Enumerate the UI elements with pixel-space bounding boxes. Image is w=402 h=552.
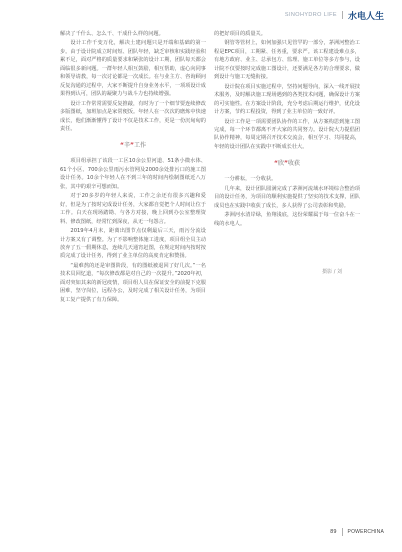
left-column [60,30,206,538]
paragraph: 设计工作常常需要反复推敲，有时为了一个细节要连续修改多版图纸，加班加点是家常便饭。年轻人在一次次的磨炼中快速成长，他们渐渐懂得了设计不仅是技术工作，更是一份沉甸甸的责任。 [60,100,206,132]
magazine-brand-en: SINOHYDRO LIFE [284,12,337,18]
footer-divider [342,528,343,536]
paragraph: 茅洲河水清岸绿，鱼翔浅底，这份荣耀属于每一位奋斗在一线的水电人。 [214,212,360,227]
paragraph: 2019年4月末，距离出图节点仅剩最后三天，雨污分流设计方案又有了调整。为了不影响整体施工进度，项目组全员主动放弃了五一假期休息，连续几天通宵赶图，在规定时间内按时按质完成了设计任务，得到了业主单位的高度肯定和赞扬。 [60,228,206,260]
paragraph: 一分耕耘，一分收获。 [224,176,277,183]
paragraph: “最难熬的还是审图阶段，有的图纸被退回了好几次。”一名技术员回忆道，“每次修改都是对自己的一次提升。”2020年初，面对突如其来的新冠疫情，项目组人员在保证安全的前提下克服困难，坚守岗位，远程办公，及时完成了相关设计任务，为项目复工复产提供了有力保障。 [60,262,206,303]
photo-credit: 摄影 / 刘 [322,269,342,276]
paragraph: 对于20多岁的年轻人来说，工作之余还有很多兴趣和爱好，但是为了按时完成设计任务，大家都自觉把个人时间让位于工作。白天在现场踏勘、与各方对接，晚上回到办公室整理资料、修改图纸，经常忙到深夜，从无一句怨言。 [60,193,206,225]
article-body [60,30,360,538]
section-heading-work: “辛”工作 [120,142,146,150]
paragraph: 解决了千什么、怎么干、干成什么样的问题。 [60,31,164,37]
section-heading-harvest: “欣”收获 [274,160,300,168]
paragraph: 设计院在项目实施过程中，坚持问题导向，深入一线开展技术服务，及时解决施工现场遇到的各类技术问题，确保设计方案的可实施性。在方案设计阶段，充分考虑后期运行维护，优化设计方案，节约工程投资，得到了业主单位的一致好评。 [214,83,360,116]
section-title-cn: 水电人生 [347,11,384,22]
paragraph: 的把好项目的质量关。 [214,31,266,37]
header-divider [342,11,343,19]
footer-brand: POWERCHINA [347,529,384,535]
page-footer [330,528,384,536]
paragraph: 钢管等管材上，如何加强只见管罕的一部分，茅洲河整治工程是EPC项目，工期紧、任务重，要求严。该工程建设难点多，有地方政府、业主、总承包方、监理、施工单位等多方参与，设计院不仅要按时完成施工图设计，还要满足各方的合理要求，做到设计与施工无缝衔接。 [214,40,360,81]
paragraph: 项目组承担了该段一工区10余公里河道、51条小微水体、61个小区、700余公里雨污水管网及2000余处排污口的施工图设计任务。10余个年轻人在不到三年的时间内绘制图纸近八万张，其中的艰辛可想而知。 [60,158,206,190]
paragraph: 设计工作千变万化，解决土建问题只是开端和基础的第一步。由于设计院成立时间短、团队年轻，缺乏审核和实践经验积累不足，面对严格的质量要求和紧张的设计工期，团队每天都会面临很多新问题。一群年轻人相互鼓励，相互帮助，虚心向同事和领导请教，每一次讨论都是一次成长。在与业主方、咨询顾问反复沟通的过程中，大家不断提升自身业务水平，一项项设计成果得到认可，团队的凝聚力与战斗力也持续增强。 [60,40,206,98]
page-number: 89 [330,529,337,535]
paragraph: 几年来，设计团队圆满完成了茅洲河流域水环境综合整治项目的设计任务，为项目的顺利实施提供了坚实的技术支撑，团队成员也在实践中收获了成长，多人获得了公司表彰和奖励。 [214,185,360,209]
page-header [285,8,384,22]
paragraph: 设计工作是一项需要团队协作的工作，从方案构思到施工图完成，每一个环节都离不开大家的共同努力。设计院大力提倡团队协作精神，每周定期召开技术交流会，相互学习、共同提高，年轻的设计团队在实践中不断成长壮大。 [214,118,360,150]
right-column [214,30,360,538]
